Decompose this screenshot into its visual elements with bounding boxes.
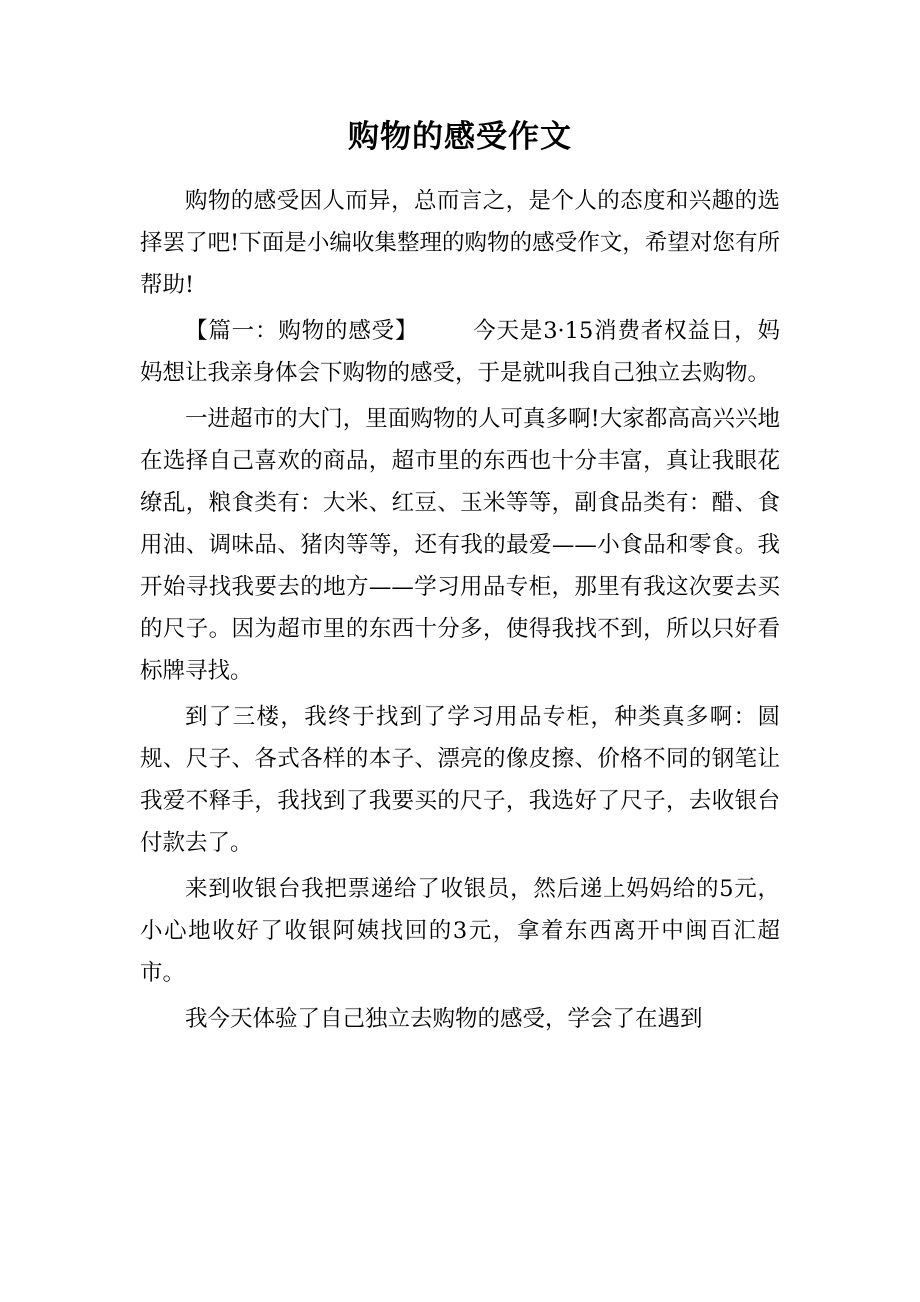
article-body xyxy=(140,180,780,1040)
intro-paragraph: 购物的感受因人而异，总而言之，是个人的态度和兴趣的选择罢了吧!下面是小编收集整理的购物的感受作文，希望对您有所帮助! xyxy=(140,188,780,298)
paragraph: 到了三楼，我终于找到了学习用品专柜，种类真多啊：圆规、尺子、各式各样的本子、漂亮的像皮擦、价格不同的钢笔让我爱不释手，我找到了我要买的尺子，我选好了尺子，去收银台付款去了。 xyxy=(140,704,780,856)
paragraph: 一进超市的大门，里面购物的人可真多啊!大家都高高兴兴地在选择自己喜欢的商品，超市里的东西也十分丰富，真让我眼花缭乱，粮食类有：大米、红豆、玉米等等，副食品类有：醋、食用油、调味品、猪肉等等，还有我的最爱——小食品和零食。我开始寻找我要去的地方——学习用品专柜，那里有我这次要去买的尺子。因为超市里的东西十分多，使得我找不到，所以只好看标牌寻找。 xyxy=(140,406,780,684)
paragraph: 我今天体验了自己独立去购物的感受，学会了在遇到 xyxy=(185,1006,703,1032)
section-heading: 【篇一：购物的感受】 xyxy=(185,318,419,344)
paragraph xyxy=(140,310,780,394)
paragraph-text: 今天是3·15消费者权益日，妈妈想让我亲身体会下购物的感受，于是就叫我自己独立去购物。 xyxy=(140,318,780,386)
paragraph: 来到收银台我把票递给了收银员，然后递上妈妈给的5元，小心地收好了收银阿姨找回的3元，拿着东西离开中闽百汇超市。 xyxy=(140,876,780,986)
page-title: 购物的感受作文 xyxy=(348,119,572,155)
